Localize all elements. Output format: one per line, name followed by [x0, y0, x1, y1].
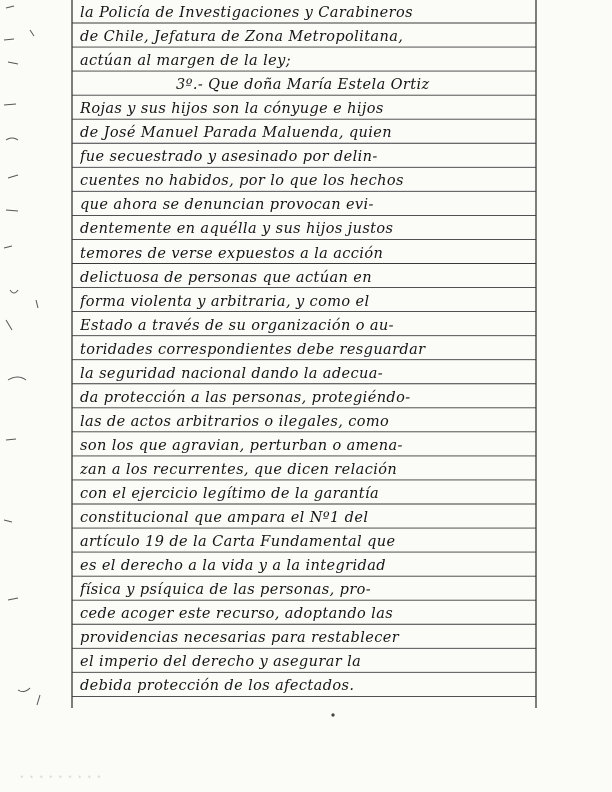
manuscript-line: fue secuestrado y asesinado por delin-	[80, 149, 378, 166]
manuscript-line: constitucional que ampara el Nº1 del	[80, 510, 369, 527]
manuscript-line: providencias necesarias para restablecer	[80, 630, 400, 647]
manuscript-line: actúan al margen de la ley;	[80, 53, 292, 70]
manuscript-line: las de actos arbitrarios o ilegales, como	[80, 413, 390, 430]
manuscript-line: Rojas y sus hijos son la cónyuge e hijos	[80, 101, 384, 118]
manuscript-line: la seguridad nacional dando la adecua-	[80, 365, 384, 382]
margin-ink-marks	[0, 0, 70, 792]
manuscript-line: da protección a las personas, protegiéndo-	[80, 389, 411, 406]
manuscript-line: la Policía de Investigaciones y Carabineros	[80, 5, 413, 21]
manuscript-line: 3º.- Que doña María Estela Ortiz	[176, 77, 430, 94]
manuscript-line: temores de verse expuestos a la acción	[80, 245, 384, 262]
manuscript-line: que ahora se denuncian provocan evi-	[80, 197, 374, 214]
manuscript-line: física y psíquica de las personas, pro-	[80, 582, 372, 599]
manuscript-line: cuentes no habidos, por lo que los hechos	[80, 173, 404, 190]
manuscript-line: zan a los recurrentes, que dicen relación	[80, 461, 398, 478]
bleed-through-smudge: · · · · · · · · ·	[20, 770, 102, 784]
manuscript-line: forma violenta y arbitraria, y como el	[80, 293, 370, 310]
manuscript-line: delictuosa de personas que actúan en	[80, 269, 372, 286]
manuscript-line: dentemente en aquélla y sus hijos justos	[80, 221, 394, 238]
manuscript-line: con el ejercicio legítimo de la garantía	[80, 486, 380, 502]
manuscript-line: de José Manuel Parada Maluenda, quien	[80, 125, 393, 142]
manuscript-line: son los que agravian, perturban o amena-	[80, 437, 403, 454]
manuscript-line: cede acoger este recurso, adoptando las	[80, 606, 394, 623]
manuscript-line: de Chile, Jefatura de Zona Metropolitana,	[80, 29, 404, 46]
manuscript-line: Estado a través de su organización o au-	[80, 317, 394, 334]
manuscript-line: toridades correspondientes debe resguardar	[80, 341, 426, 358]
manuscript-line: es el derecho a la vida y a la integridad	[80, 558, 386, 575]
manuscript-line: artículo 19 de la Carta Fundamental que	[80, 534, 396, 551]
manuscript-line: debida protección de los afectados.	[80, 678, 355, 695]
bottom-mark	[331, 713, 334, 716]
manuscript-line: el imperio del derecho y asegurar la	[80, 654, 362, 671]
